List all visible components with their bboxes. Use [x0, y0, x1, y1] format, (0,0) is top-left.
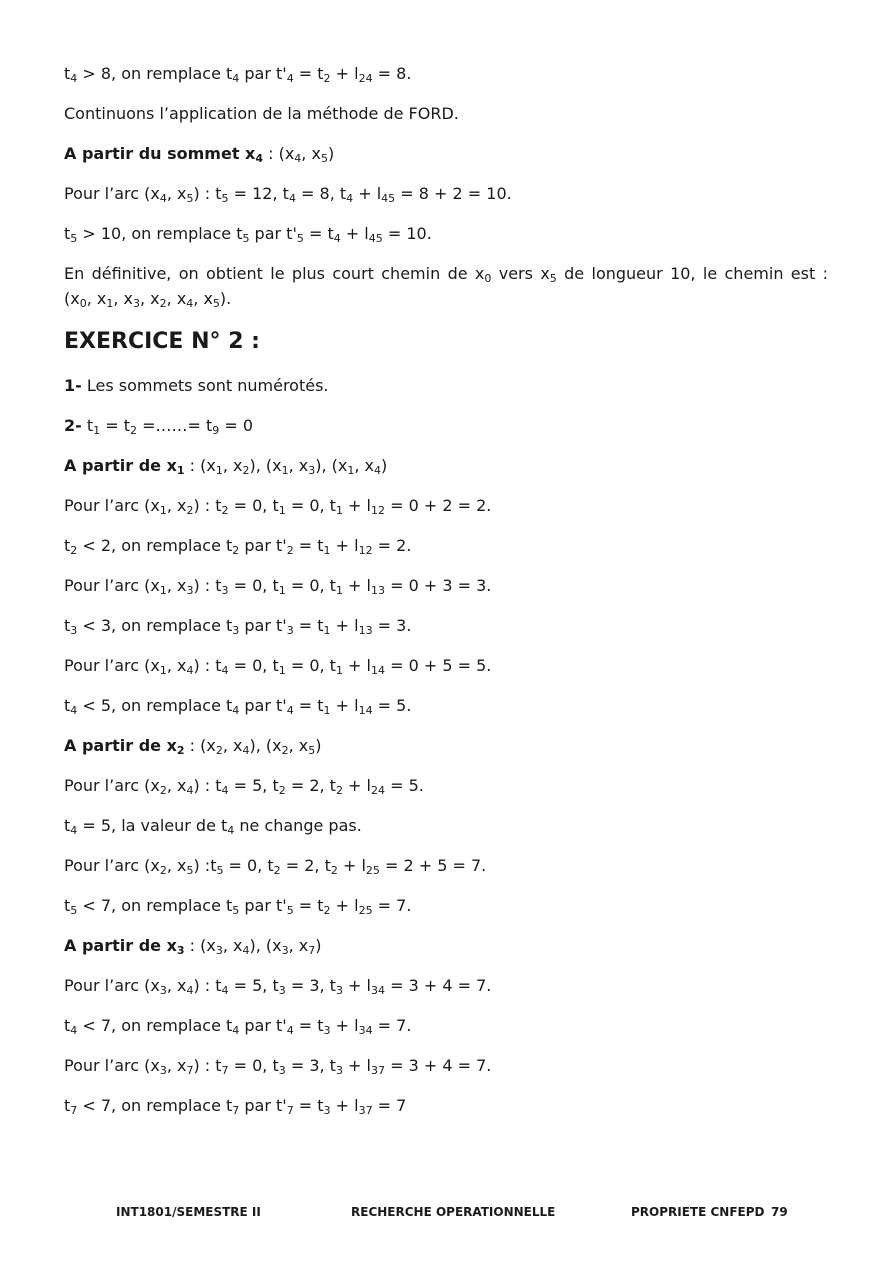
- text-line: Pour l’arc ($x_4$, $x_5$) : $t_5 = 12$, $t_4 = 8$, $t_4 + l_{45} = 8 + 2 = 10$.: [64, 184, 512, 205]
- text-line: ($x_0$, $x_1$, $x_3$, $x_2$, $x_4$, $x_5$).: [64, 289, 232, 310]
- text-line: $t_4 > 8$, on remplace $t_4$ par $t'_4 = t_2 + l_{24} = 8$.: [64, 64, 412, 85]
- text-line: $t_2 < 2$, on remplace $t_2$ par $t'_2 = t_1 + l_{12} = 2$.: [64, 536, 412, 557]
- text-line: A partir de $x_3$ : ($x_3$, $x_4$), ($x_3$, $x_7$): [64, 936, 322, 957]
- text-line: Pour l’arc ($x_3$, $x_4$) : $t_4 = 5$, $t_3 = 3$, $t_3 + l_{34} = 3 + 4 = 7$.: [64, 976, 492, 997]
- footer-subject: RECHERCHE OPERATIONNELLE: [351, 1205, 556, 1219]
- text-line: $t_7 < 7$, on remplace $t_7$ par $t'_7 = t_3 + l_{37} = 7$: [64, 1096, 407, 1117]
- text-line: $t_5 > 10$, on remplace $t_5$ par $t'_5 = t_4 + l_{45} = 10$.: [64, 224, 432, 245]
- text-line: $t_3 < 3$, on remplace $t_3$ par $t'_3 = t_1 + l_{13} = 3$.: [64, 616, 412, 637]
- text-line: $t_4 < 5$, on remplace $t_4$ par $t'_4 = t_1 + l_{14} = 5$.: [64, 696, 412, 717]
- text-line: En définitive, on obtient le plus court chemin de $x_0$ vers $x_5$ de longueur 10, le chemin est :: [64, 264, 828, 285]
- text-line: A partir de $x_1$ : ($x_1$, $x_2$), ($x_1$, $x_3$), ($x_1$, $x_4$): [64, 456, 388, 477]
- text-line: Pour l’arc ($x_2$, $x_5$) $:t_5 = 0$, $t_2 = 2$, $t_2 + l_{25} = 2 + 5 = 7$.: [64, 856, 487, 877]
- text-line: $t_4 = 5$, la valeur de $t_4$ ne change pas.: [64, 816, 362, 837]
- text-line: Pour l’arc ($x_1$, $x_2$) : $t_2 = 0$, $t_1 = 0$, $t_1 + l_{12} = 0 + 2 = 2$.: [64, 496, 492, 517]
- text-line: $t_4 < 7$, on remplace $t_4$ par $t'_4 = t_3 + l_{34} = 7$.: [64, 1016, 412, 1037]
- page-number: 79: [771, 1205, 788, 1219]
- text-line: 1- Les sommets sont numérotés.: [64, 376, 329, 395]
- footer-course: INT1801/SEMESTRE II: [116, 1205, 261, 1219]
- text-line: A partir du sommet $x_4$ : ($x_4$, $x_5$): [64, 144, 335, 165]
- text-line: Pour l’arc ($x_1$, $x_3$) : $t_3 = 0$, $t_1 = 0$, $t_1 + l_{13} = 0 + 3 = 3$.: [64, 576, 492, 597]
- text-line: Pour l’arc ($x_3$, $x_7$) : $t_7 = 0$, $t_3 = 3$, $t_3 + l_{37} = 3 + 4 = 7$.: [64, 1056, 492, 1077]
- text-line: Continuons l’application de la méthode de FORD.: [64, 104, 459, 123]
- footer-owner: PROPRIETE CNFEPD: [631, 1205, 765, 1219]
- text-line: Pour l’arc ($x_1$, $x_4$) : $t_4 = 0$, $t_1 = 0$, $t_1 + l_{14} = 0 + 5 = 5$.: [64, 656, 492, 677]
- text-line: Pour l’arc ($x_2$, $x_4$) : $t_4 = 5$, $t_2 = 2$, $t_2 + l_{24} = 5$.: [64, 776, 424, 797]
- text-line: 2- $t_1 = t_2$ =……= $t_9 = 0$: [64, 416, 254, 437]
- text-line: A partir de $x_2$ : ($x_2$, $x_4$), ($x_2$, $x_5$): [64, 736, 322, 757]
- exercise-heading: EXERCICE N° 2 :: [64, 329, 260, 354]
- text-line: $t_5 < 7$, on remplace $t_5$ par $t'_5 = t_2 + l_{25} = 7$.: [64, 896, 412, 917]
